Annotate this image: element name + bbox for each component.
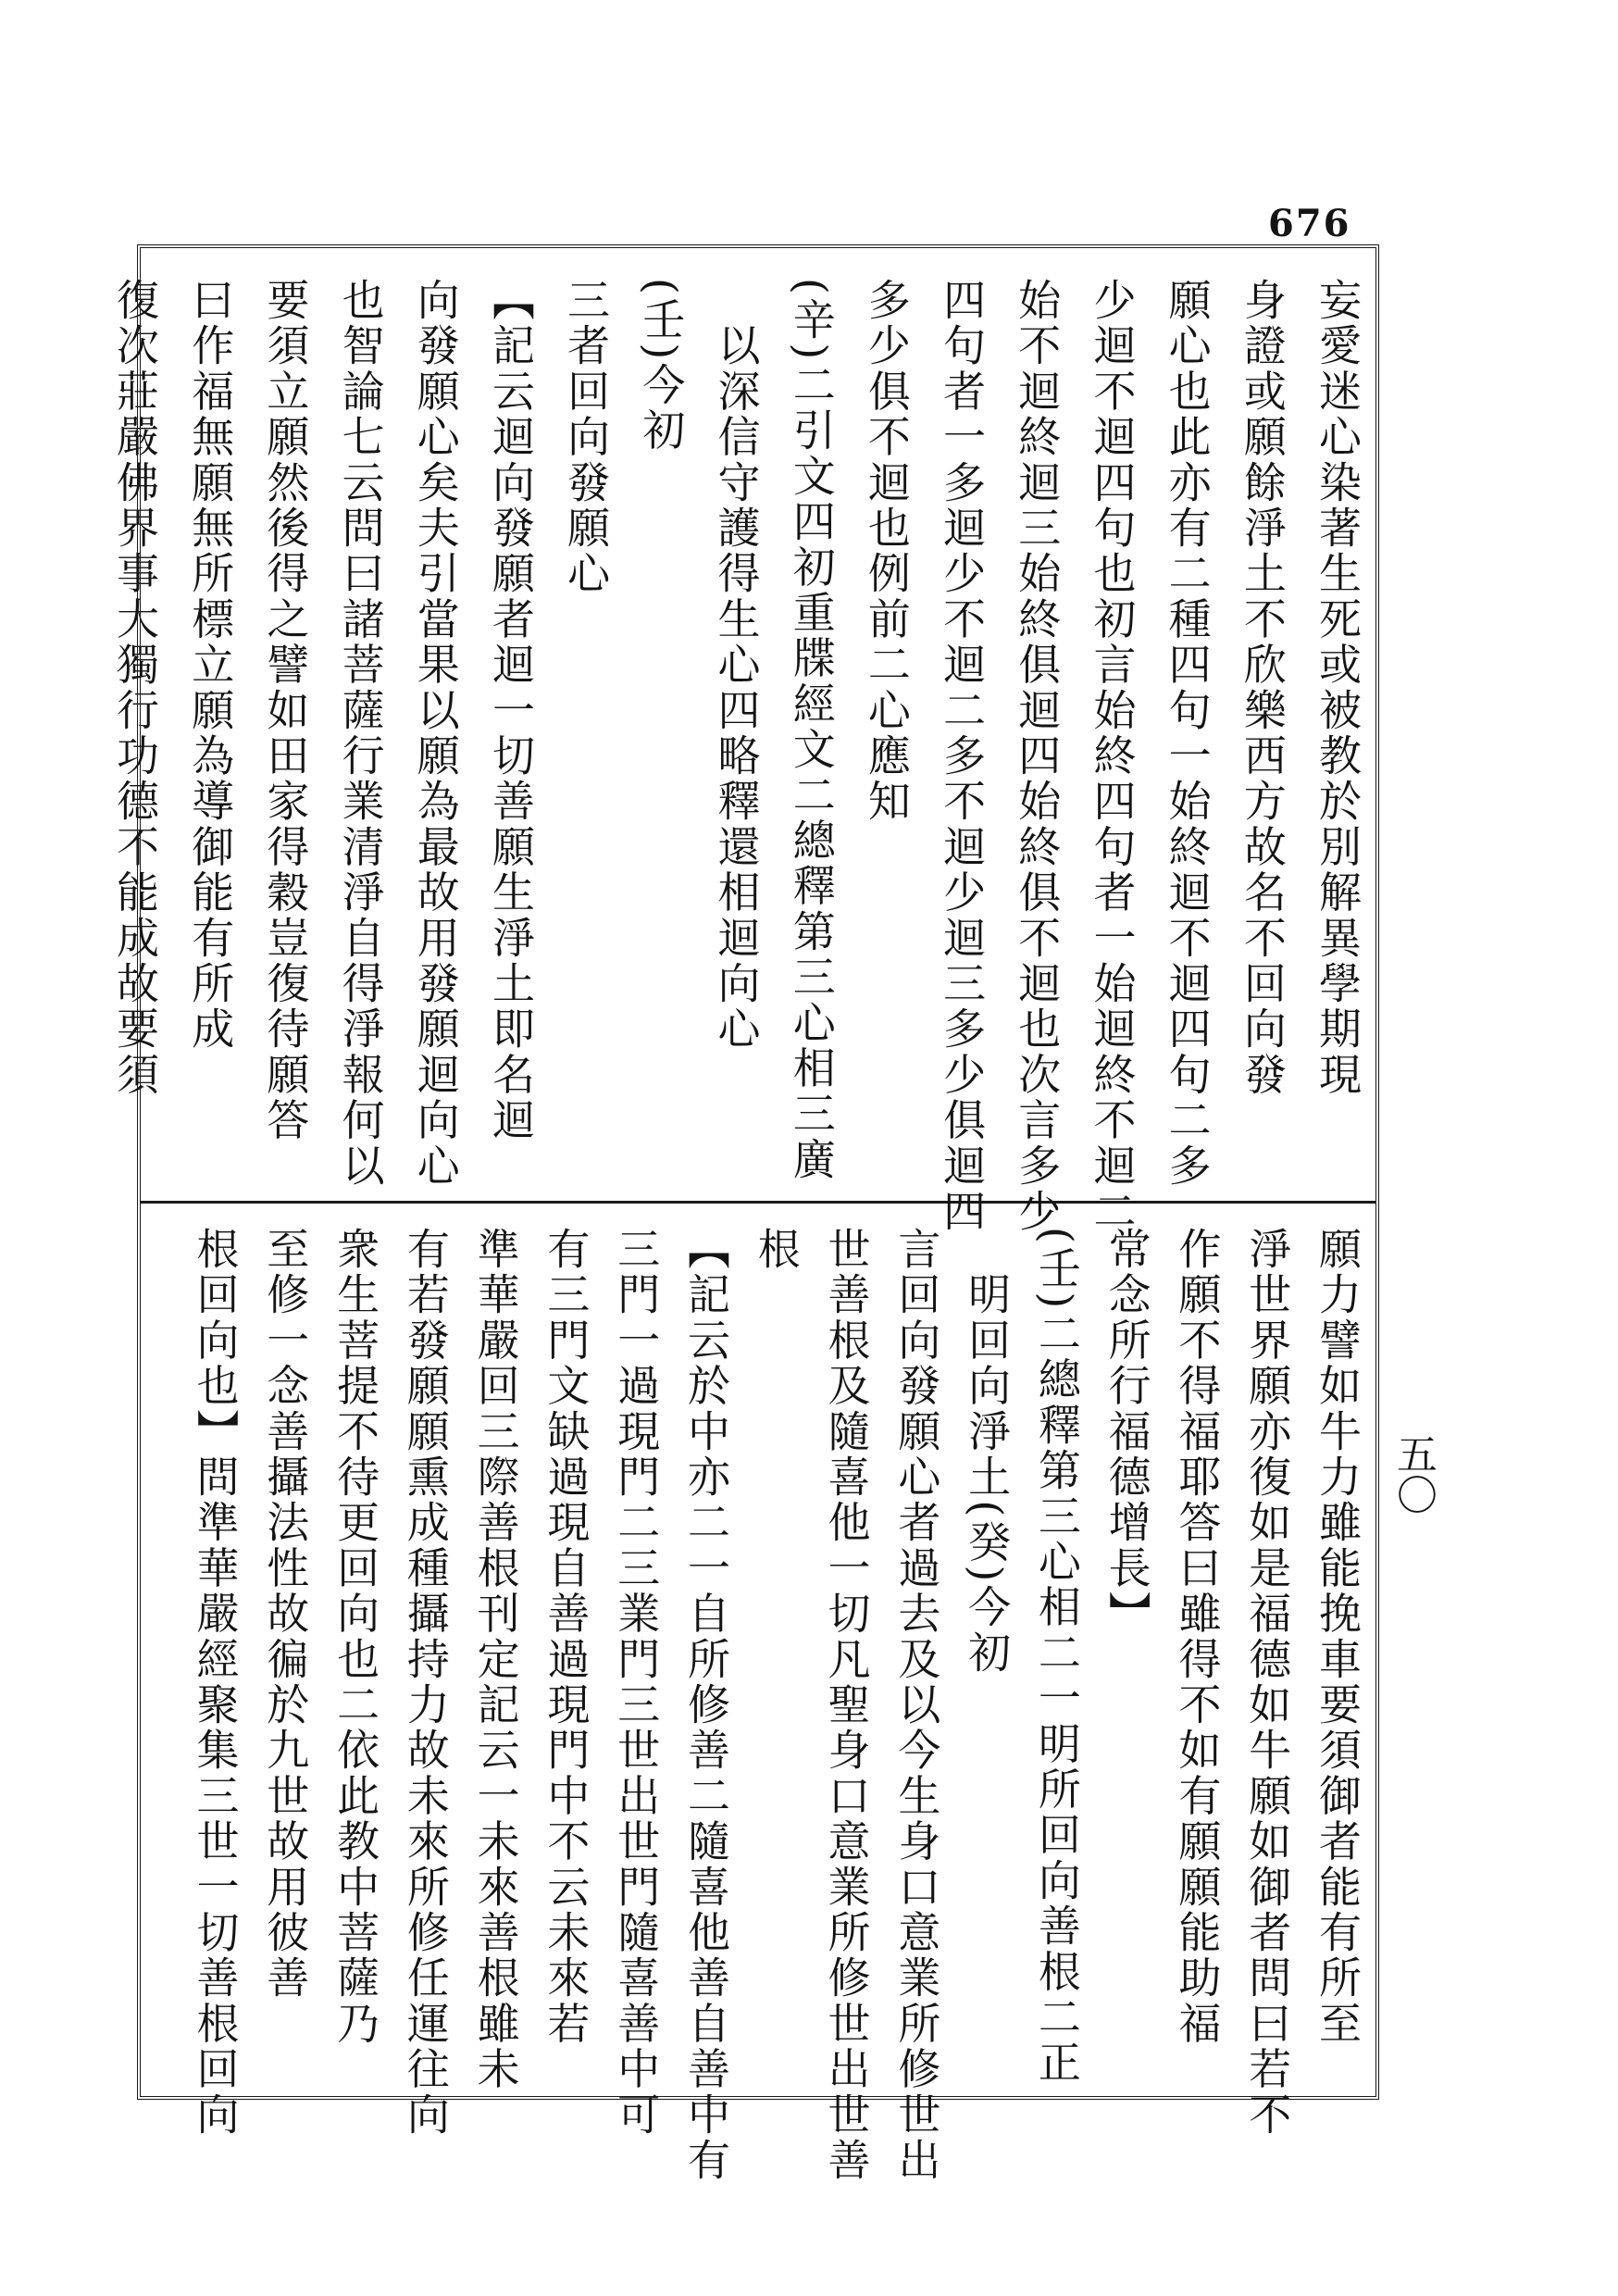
text-column: 願心也此亦有二種四句一始終迴不迴四句二多 bbox=[1162, 278, 1213, 1189]
panel-divider bbox=[141, 1201, 1375, 1204]
lower-text-panel bbox=[156, 1227, 1363, 2184]
text-column: 也智論七云問曰諸菩薩行業清淨自得淨報何以 bbox=[335, 278, 386, 1189]
side-page-number: 五〇 bbox=[1389, 1433, 1437, 1515]
text-column: 以深信守護得生心四略釋還相迴向心 bbox=[711, 278, 762, 1053]
text-column: (壬)今初 bbox=[636, 278, 687, 454]
text-column: 衆生菩提不待更回向也二依此教中菩薩乃 bbox=[330, 1227, 381, 2047]
text-column: 有若發願願熏成種攝持力故未來所修任運往向 bbox=[400, 1227, 451, 2138]
text-column: 向發願心矣夫引當果以願為最故用發願迴向心 bbox=[410, 278, 461, 1189]
text-column: 三者回向發願心 bbox=[561, 278, 612, 597]
upper-text-panel bbox=[110, 278, 1363, 1235]
text-column: 根 bbox=[751, 1227, 802, 1273]
text-column: 四句者一多迴少不迴二多不迴少迴三多少俱迴四 bbox=[937, 278, 988, 1235]
text-column: 曰作福無願無所標立願為導御能有所成 bbox=[185, 278, 236, 1053]
text-column: 準華嚴回三際善根刊定記云一未來善根雖未 bbox=[470, 1227, 521, 2092]
text-column: 根回向也】問準華嚴經聚集三世一切善根回向 bbox=[190, 1227, 241, 2138]
text-column: 作願不得福耶答曰雖得不如有願願能助福 bbox=[1172, 1227, 1223, 2047]
text-column: 言回向發願心者過去及以今生身口意業所修世出 bbox=[891, 1227, 942, 2184]
text-column: 常念所行福德增長】 bbox=[1101, 1227, 1152, 1637]
text-column: 少迴不迴四句也初言始終四句者一始迴終不迴二 bbox=[1087, 278, 1138, 1235]
text-column: 淨世界願亦復如是福德如牛願如御者問曰若不 bbox=[1242, 1227, 1293, 2138]
text-column: 妄愛迷心染著生死或被教於別解異學期現 bbox=[1313, 278, 1363, 1098]
text-column: 始不迴終迴三始終俱迴四始終俱不迴也次言多少 bbox=[1012, 278, 1063, 1235]
text-column: 至修一念善攝法性故徧於九世故用彼善 bbox=[260, 1227, 311, 2002]
text-column: 三門一過現門二三業門三世出世門隨喜善中可 bbox=[611, 1227, 662, 2138]
text-column: 明回向淨土(癸)今初 bbox=[962, 1227, 1013, 1677]
text-column: 願力譬如牛力雖能挽車要須御者能有所至 bbox=[1313, 1227, 1363, 2047]
text-column: 世善根及隨喜他一切凡聖身口意業所修世出世善 bbox=[821, 1227, 872, 2184]
text-column: 多少俱不迴也例前二心應知 bbox=[861, 278, 912, 825]
text-column: 【記云迴向發願者迴一切善願生淨土即名迴 bbox=[485, 278, 536, 1143]
text-column: 身證或願餘淨土不欣樂西方故名不回向發 bbox=[1237, 278, 1288, 1098]
page-number: 676 bbox=[1268, 202, 1351, 245]
text-column: (壬)二總釋第三心相二一明所回向善根二正 bbox=[1031, 1227, 1082, 2086]
text-column: (辛)二引文四初重牒經文二總釋第三心相三廣 bbox=[786, 278, 837, 1183]
text-column: 復次莊嚴佛界事大獨行功德不能成故要須 bbox=[110, 278, 160, 1098]
text-column: 有三門文缺過現自善過現門中不云未來若 bbox=[541, 1227, 591, 2047]
text-column: 要須立願然後得之譬如田家得穀豈復待願答 bbox=[260, 278, 311, 1143]
text-column: 【記云於中亦二一自所修善二隨喜他善自善中有 bbox=[680, 1227, 731, 2184]
